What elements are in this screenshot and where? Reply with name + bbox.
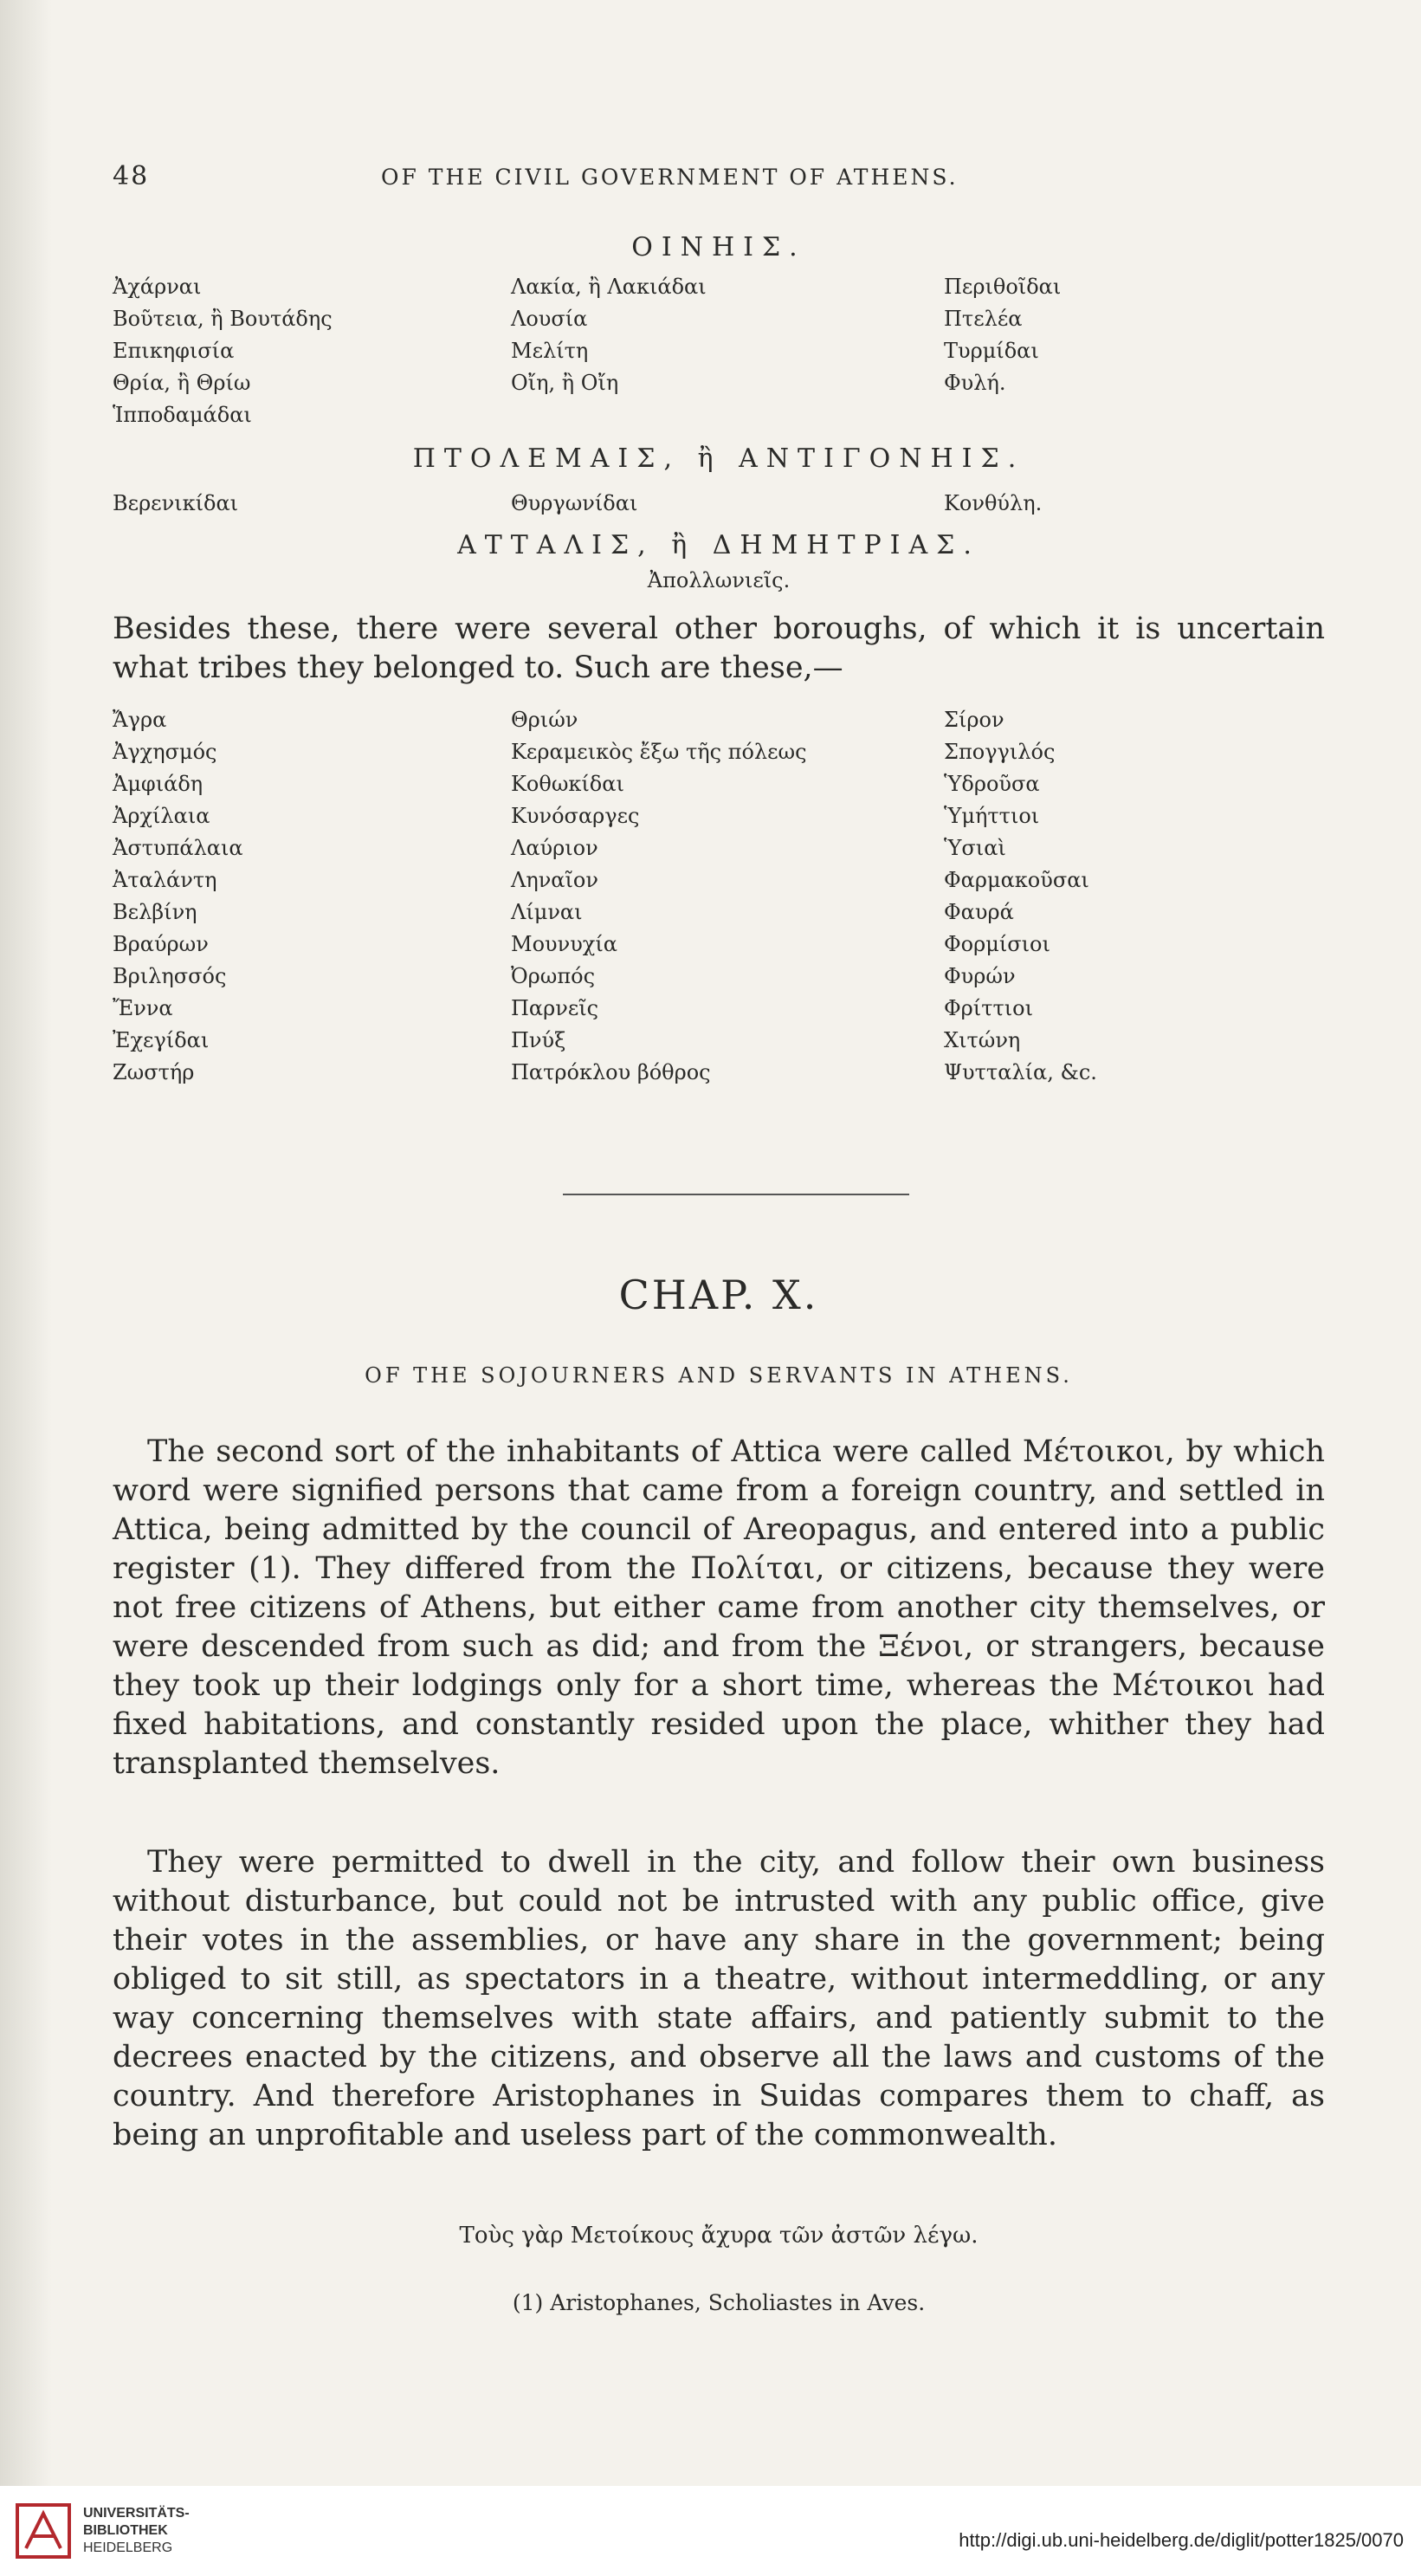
table-row <box>113 270 1342 302</box>
chapter-subtitle: OF THE SOJOURNERS AND SERVANTS IN ATHENS. <box>365 1363 1073 1388</box>
paragraph-rights: They were permitted to dwell in the city, and follow their own business without disturbance, but could not be intrusted with any public office, give their votes in the assemblies, or have any share in the government; being obliged to sit still, as spectators in a theatre, without intermeddling, or any way concerning themselves with state affairs, and patiently submit to the decrees enacted by the citizens, and observe all the laws and customs of the country. And therefore Aristophanes in Suidas compares them to chaff, as being an unprofitable and useless part of the commonwealth. <box>113 1845 1325 2152</box>
source-url-link[interactable]: http://digi.ub.uni-heidelberg.de/diglit/potter1825/0070 <box>959 2529 1404 2551</box>
deme-name: Κοθωκίδαι <box>511 771 624 796</box>
deme-name: Λαύριον <box>511 835 598 860</box>
table-row <box>113 832 1342 864</box>
table-row <box>113 703 1342 735</box>
table-row <box>113 928 1342 960</box>
deme-name: Σπογγιλός <box>944 739 1056 764</box>
section-divider <box>563 1194 909 1195</box>
library-name: UNIVERSITÄTS- BIBLIOTHEK HEIDELBERG <box>83 2506 190 2555</box>
tribe-heading-attalis: ΑΤΤΑΛΙΣ, ἢ ΔΗΜΗΤΡΙΑΣ. <box>457 530 980 560</box>
deme-name: Ὑμήττιοι <box>944 803 1040 828</box>
deme-name: Φυρών <box>944 963 1016 988</box>
deme-name: Βερενικίδαι <box>113 490 239 515</box>
deme-name: Περιθοῖδαι <box>944 274 1062 299</box>
deme-name: Παρνεῖς <box>511 995 599 1020</box>
deme-name: Φαρμακοῦσαι <box>944 867 1089 892</box>
deme-name: Ληναῖον <box>511 867 598 892</box>
digital-library-footer <box>0 2486 1421 2576</box>
deme-name: Ὀρωπός <box>511 963 596 988</box>
aristophanes-quote: Τοὺς γὰρ Μετοίκους ἄχυρα τῶν ἀστῶν λέγω. <box>459 2223 979 2249</box>
deme-name: Λουσία <box>511 306 588 331</box>
deme-name: Σίρον <box>944 707 1004 732</box>
deme-name: Ἐχεγίδαι <box>113 1027 210 1052</box>
deme-name: Ὑδροῦσα <box>944 771 1040 796</box>
table-row <box>113 366 1342 398</box>
tribe-heading-ptolemais: ΠΤΟΛΕΜΑΙΣ, ἢ ΑΝΤΙΓΟΝΗΙΣ. <box>412 443 1025 474</box>
table-row <box>113 302 1342 334</box>
page-number: 48 <box>113 161 150 191</box>
deme-name: Κυνόσαργες <box>511 803 640 828</box>
deme-name: Ἀρχίλαια <box>113 803 210 828</box>
deme-name: Ἄγρα <box>113 707 167 732</box>
running-head <box>113 161 1325 199</box>
deme-name: Θρία, ἢ Θρίω <box>113 370 251 395</box>
deme-name: Τυρμίδαι <box>944 338 1039 363</box>
table-row <box>113 334 1342 366</box>
table-row <box>113 799 1342 832</box>
table-row <box>113 1056 1342 1088</box>
tribe-heading-oineis: ΟΙΝΗΙΣ. <box>631 232 806 262</box>
deme-name: Ἱπποδαμάδαι <box>113 402 252 427</box>
deme-name: Λακία, ἢ Λακιάδαι <box>511 274 707 299</box>
table-row <box>113 398 1342 430</box>
footnote: (1) Aristophanes, Scholiastes in Aves. <box>512 2290 926 2315</box>
deme-name: Ἀμφιάδη <box>113 771 203 796</box>
deme-name: Ψυτταλία, &c. <box>944 1059 1097 1084</box>
heidelberg-logo-icon <box>14 2502 73 2560</box>
deme-name: Θριών <box>511 707 578 732</box>
deme-name: Πνύξ <box>511 1027 566 1052</box>
table-row <box>113 487 1342 519</box>
deme-name: Θυργωνίδαι <box>511 490 638 515</box>
deme-name: Φαυρά <box>944 899 1014 924</box>
deme-name: Ἀταλάντη <box>113 867 217 892</box>
deme-name: Ὑσιαὶ <box>944 835 1006 860</box>
table-row <box>113 1024 1342 1056</box>
table-row <box>113 864 1342 896</box>
deme-name: Κονθύλη. <box>944 490 1043 515</box>
deme-name: Φρίττιοι <box>944 995 1034 1020</box>
deme-name: Μουνυχία <box>511 931 617 956</box>
deme-name: Βραύρων <box>113 931 209 956</box>
running-title: OF THE CIVIL GOVERNMENT OF ATHENS. <box>381 165 959 190</box>
table-row <box>113 767 1342 799</box>
table-row <box>113 960 1342 992</box>
deme-name: Πτελέα <box>944 306 1023 331</box>
chapter-title: CHAP. X. <box>618 1272 819 1318</box>
attalis-deme: Ἀπολλωνιεῖς. <box>647 568 791 592</box>
deme-name: Φυλή. <box>944 370 1006 395</box>
deme-name: Ἀχάρναι <box>113 274 202 299</box>
deme-name: Μελίτη <box>511 338 589 363</box>
deme-name: Ἀστυπάλαια <box>113 835 243 860</box>
table-row <box>113 992 1342 1024</box>
deme-name: Βελβίνη <box>113 899 197 924</box>
deme-name: Οἴη, ἢ Οἴη <box>511 370 619 395</box>
deme-name: Φορμίσιοι <box>944 931 1050 956</box>
oineis-demes-table <box>113 270 1342 430</box>
table-row <box>113 735 1342 767</box>
deme-name: Ζωστήρ <box>113 1059 195 1084</box>
deme-name: Βριλησσός <box>113 963 227 988</box>
paragraph-metoikoi: The second sort of the inhabitants of Attica were called Μέτοικοι, by which word were signified persons that came from a foreign country, and settled in Attica, being admitted by the council of Areopagus, and entered into a public register (1). They differed from the Πολίται, or citizens, because they were not free citizens of Athens, but either came from another city themselves, or were descended from such as did; and from the Ξένοι, or strangers, because they took up their lodgings only for a short time, whereas the Μέτοικοι had fixed habitations, and constantly resided upon the place, whither they had transplanted themselves. <box>113 1434 1325 1781</box>
deme-name: Ἀγχησμός <box>113 739 217 764</box>
table-row <box>113 896 1342 928</box>
boroughs-intro-paragraph: Besides these, there were several other boroughs, of which it is uncertain what tribes they belonged to. Such are these,— <box>113 612 1325 685</box>
deme-name: Πατρόκλου βόθρος <box>511 1059 711 1084</box>
deme-name: Επικηφισία <box>113 338 235 363</box>
deme-name: Ἔννα <box>113 995 173 1020</box>
boroughs-table <box>113 703 1342 1088</box>
ptolemais-demes-table <box>113 487 1342 519</box>
deme-name: Χιτώνη <box>944 1027 1021 1052</box>
deme-name: Κεραμεικὸς ἔξω τῆς πόλεως <box>511 739 807 764</box>
deme-name: Βοῦτεια, ἢ Βουτάδης <box>113 306 333 331</box>
deme-name: Λίμναι <box>511 899 583 924</box>
